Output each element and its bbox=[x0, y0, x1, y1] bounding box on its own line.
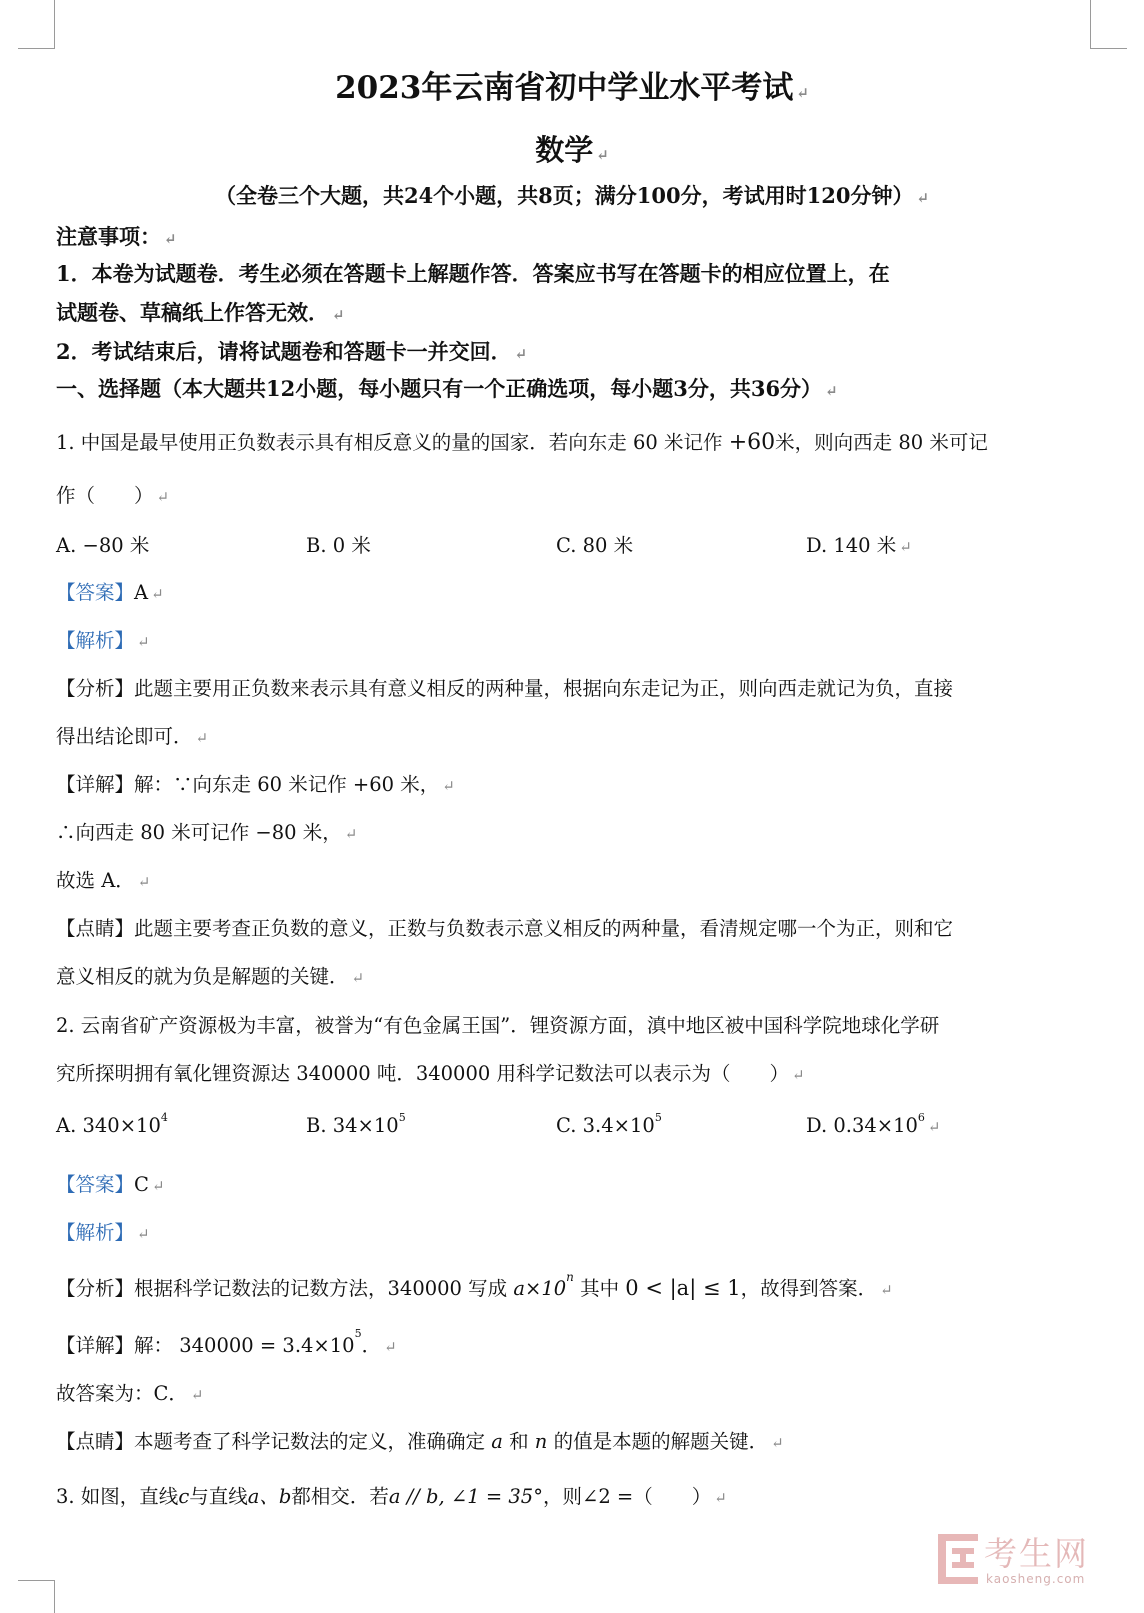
q1-option-b: B. 0 米 bbox=[306, 534, 371, 557]
question-1-stem: 1. 中国是最早使用正负数表示具有相反意义的量的国家．若向东走 60 米记作 +60米，则向西走 80 米可记 bbox=[56, 430, 988, 455]
page-corner-mark bbox=[18, 0, 55, 49]
watermark-text: 考生网 bbox=[984, 1534, 1089, 1573]
question-3-stem: 3. 如图，直线c与直线a、b都相交．若a // b, ∠1 = 35°，则∠2 =（ ） ↵ bbox=[56, 1485, 727, 1508]
question-1-stem-cont: 作（ ） ↵ bbox=[56, 484, 170, 507]
q1-analysis-tag: 【解析】 ↵ bbox=[56, 629, 150, 652]
q1-dianjing-cont: 意义相反的就为负是解题的关键． ↵ bbox=[56, 965, 365, 988]
notes-heading: 注意事项： ↵ bbox=[56, 224, 177, 249]
q1-fenxi-cont: 得出结论即可． ↵ bbox=[56, 725, 209, 748]
watermark-logo bbox=[938, 1528, 1108, 1600]
watermark-logo-icon bbox=[938, 1534, 978, 1584]
q1-fenxi: 【分析】此题主要用正负数来表示具有意义相反的两种量，根据向东走记为正，则向西走就记为负，直接 bbox=[56, 677, 954, 700]
question-2-stem: 2. 云南省矿产资源极为丰富，被誉为“有色金属王国”．锂资源方面，滇中地区被中国科学院地球化学研 bbox=[56, 1014, 940, 1037]
q2-detail-2: 故答案为：C． ↵ bbox=[56, 1382, 204, 1405]
section-heading: 一、选择题（本大题共12小题，每小题只有一个正确选项，每小题3分，共36分） ↵ bbox=[56, 376, 838, 401]
q2-option-c: C. $3.4\times 10^5$ bbox=[556, 1111, 662, 1137]
question-2-stem-cont: 究所探明拥有氧化锂资源达 340000 吨．340000 用科学记数法可以表示为（ ） ↵ bbox=[56, 1062, 805, 1085]
q1-answer: 【答案】A ↵ bbox=[56, 581, 164, 604]
q1-option-a: A. −80 米 bbox=[56, 534, 150, 557]
note-item-1: 1．本卷为试题卷．考生必须在答题卡上解题作答．答案应书写在答题卡的相应位置上，在 bbox=[56, 261, 890, 286]
q1-detail-3: 故选 A． ↵ bbox=[56, 869, 151, 892]
q2-fenxi: 【分析】根据科学记数法的记数方法，340000 写成 $a\times 10^n$ 其中 0 < |a| ≤ 1，故得到答案． ↵ bbox=[56, 1270, 893, 1300]
q2-analysis-tag: 【解析】 ↵ bbox=[56, 1221, 150, 1244]
note-item-2: 2．考试结束后，请将试题卷和答题卡一并交回． ↵ bbox=[56, 339, 528, 364]
note-item-1-cont: 试题卷、草稿纸上作答无效． ↵ bbox=[56, 300, 345, 325]
page-corner-mark bbox=[18, 1580, 55, 1613]
q1-option-c: C. 80 米 bbox=[556, 534, 634, 557]
watermark-url: kaosheng.com bbox=[986, 1572, 1086, 1586]
q2-answer: 【答案】C ↵ bbox=[56, 1173, 165, 1196]
exam-title: 2023年云南省初中学业水平考试 ↵ bbox=[335, 70, 809, 106]
q2-option-a: A. $340\times 10^4$ bbox=[56, 1111, 168, 1137]
page-corner-mark bbox=[1090, 0, 1127, 49]
q2-detail: 【详解】解： $340000 = 3.4\times 10^5$． ↵ bbox=[56, 1327, 397, 1357]
subject-title: 数学 ↵ bbox=[535, 133, 609, 167]
q2-dianjing: 【点睛】本题考查了科学记数法的定义，准确确定 a 和 n 的值是本题的解题关键． ↵ bbox=[56, 1430, 784, 1453]
q1-dianjing: 【点睛】此题主要考查正负数的意义，正数与负数表示意义相反的两种量，看清规定哪一个为正，则和它 bbox=[56, 917, 954, 940]
exam-info: （全卷三个大题，共24个小题，共8页；满分100分，考试用时120分钟） ↵ bbox=[214, 183, 930, 208]
q2-option-d: D. $0.34\times 10^6↵$ bbox=[806, 1111, 941, 1137]
q1-detail: 【详解】解：∵向东走 60 米记作 +60 米， ↵ bbox=[56, 773, 455, 796]
q1-detail-2: ∴向西走 80 米可记作 −80 米， ↵ bbox=[56, 821, 358, 844]
q1-option-d: D. 140 米 ↵ bbox=[806, 534, 912, 557]
q2-option-b: B. $34\times 10^5$ bbox=[306, 1111, 406, 1137]
